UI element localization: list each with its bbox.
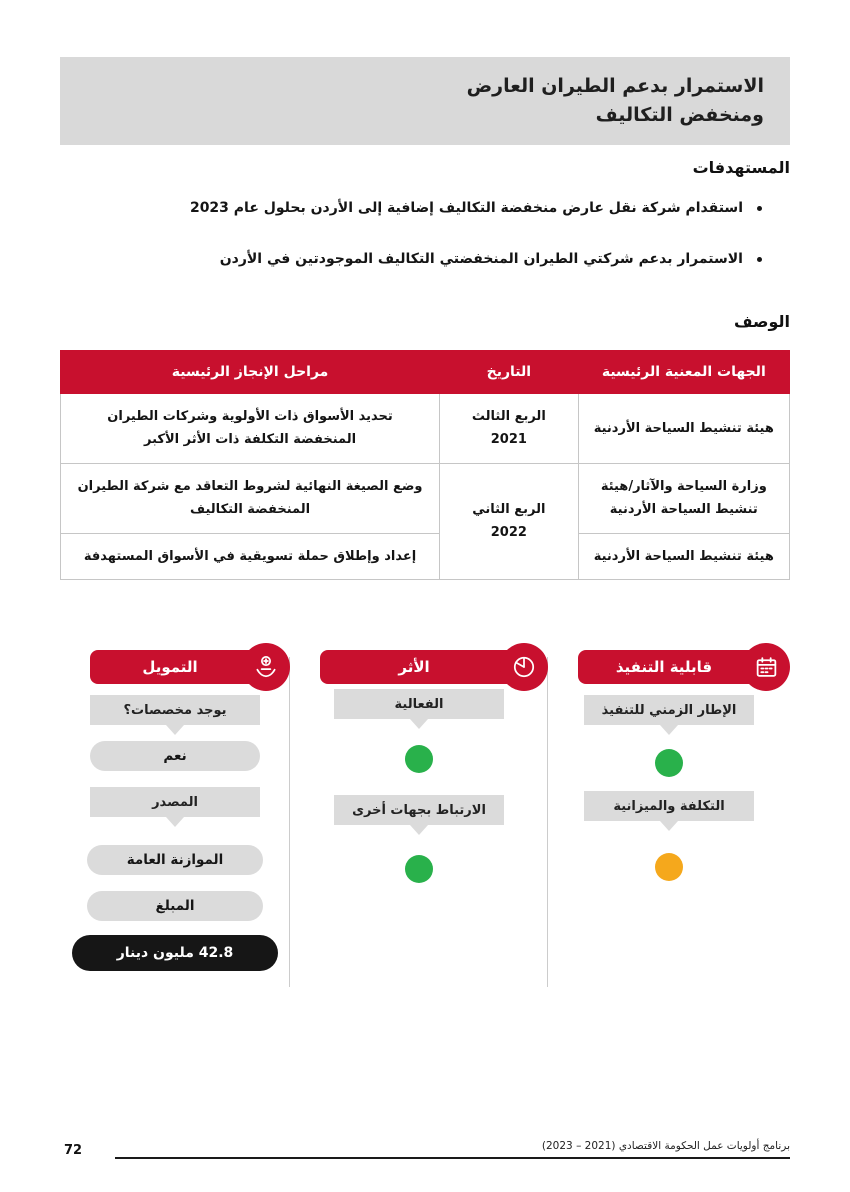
funding-panel [60,645,290,1000]
assessment-section [60,645,790,1000]
cost-budget-status-dot [655,853,683,881]
feasibility-panel [548,645,790,1000]
amount-value: 42.8 مليون دينار [72,935,278,971]
bullet-icon [757,257,762,262]
donation-hand-icon [242,643,290,691]
pie-chart-icon [500,643,548,691]
table-row [61,463,790,533]
funding-panel-title: التمويل [142,658,198,676]
amount-label: المبلغ [87,891,263,921]
page-title: الاستمرار بدعم الطيران العارض ومنخفض التكاليف [466,74,764,126]
entity-cell: وزارة السياحة والآثار/هيئة تنشيط السياحة الأردنية [578,463,789,533]
linkage-label: الارتباط بجهات أخرى [334,795,504,825]
table-row [61,394,790,464]
program-title: برنامج أولويات عمل الحكومة الاقتصادي (2021 – 2023) [541,1140,790,1152]
impact-panel-title: الأثر [398,658,430,676]
target-text: استقدام شركة نقل عارض منخفضة التكاليف إضافية إلى الأردن بحلول عام 2023 [189,200,743,216]
footer-rule [115,1157,790,1159]
impact-panel-header [320,650,538,684]
targets-list [60,198,762,300]
effectiveness-status-dot [405,745,433,773]
feasibility-panel-header [578,650,780,684]
impact-panel [290,645,548,1000]
entity-cell: هيئة تنشيط السياحة الأردنية [578,533,789,579]
date-cell: الربع الثاني 2022 [440,463,579,579]
table-row [61,533,790,579]
timeline-status-dot [655,749,683,777]
table-header-row [61,351,790,394]
feasibility-panel-title: قابلية التنفيذ [615,658,713,676]
targets-heading: المستهدفات [692,158,790,177]
source-label: المصدر [90,787,260,817]
date-column-header: التاريخ [440,351,579,394]
milestone-cell: إعداد وإطلاق حملة تسويقية في الأسواق المستهدفة [61,533,440,579]
milestones-column-header: مراحل الإنجاز الرئيسية [61,351,440,394]
milestones-table [60,350,790,580]
entity-cell: هيئة تنشيط السياحة الأردنية [578,394,789,464]
effectiveness-label: الفعالية [334,689,504,719]
target-text: الاستمرار بدعم شركتي الطيران المنخفضتي التكاليف الموجودتين في الأردن [219,251,743,267]
target-item [60,198,762,219]
milestone-cell: تحديد الأسواق ذات الأولوية وشركات الطيران المنخفضة التكلفة ذات الأثر الأكبر [61,394,440,464]
milestone-cell: وضع الصيغة النهائية لشروط التعاقد مع شركة الطيران المنخفضة التكاليف [61,463,440,533]
funding-panel-header [90,650,280,684]
calendar-icon [742,643,790,691]
linkage-status-dot [405,855,433,883]
allocation-question-label: يوجد مخصصات؟ [90,695,260,725]
source-value: الموازنة العامة [87,845,263,875]
date-cell: الربع الثالث 2021 [440,394,579,464]
title-bar [60,57,790,145]
bullet-icon [757,206,762,211]
entities-column-header: الجهات المعنية الرئيسية [578,351,789,394]
allocation-answer: نعم [90,741,260,771]
target-item [60,249,762,270]
timeline-label: الإطار الزمني للتنفيذ [584,695,754,725]
cost-budget-label: التكلفة والميزانية [584,791,754,821]
page-number: 72 [64,1143,83,1158]
description-heading: الوصف [733,312,790,331]
